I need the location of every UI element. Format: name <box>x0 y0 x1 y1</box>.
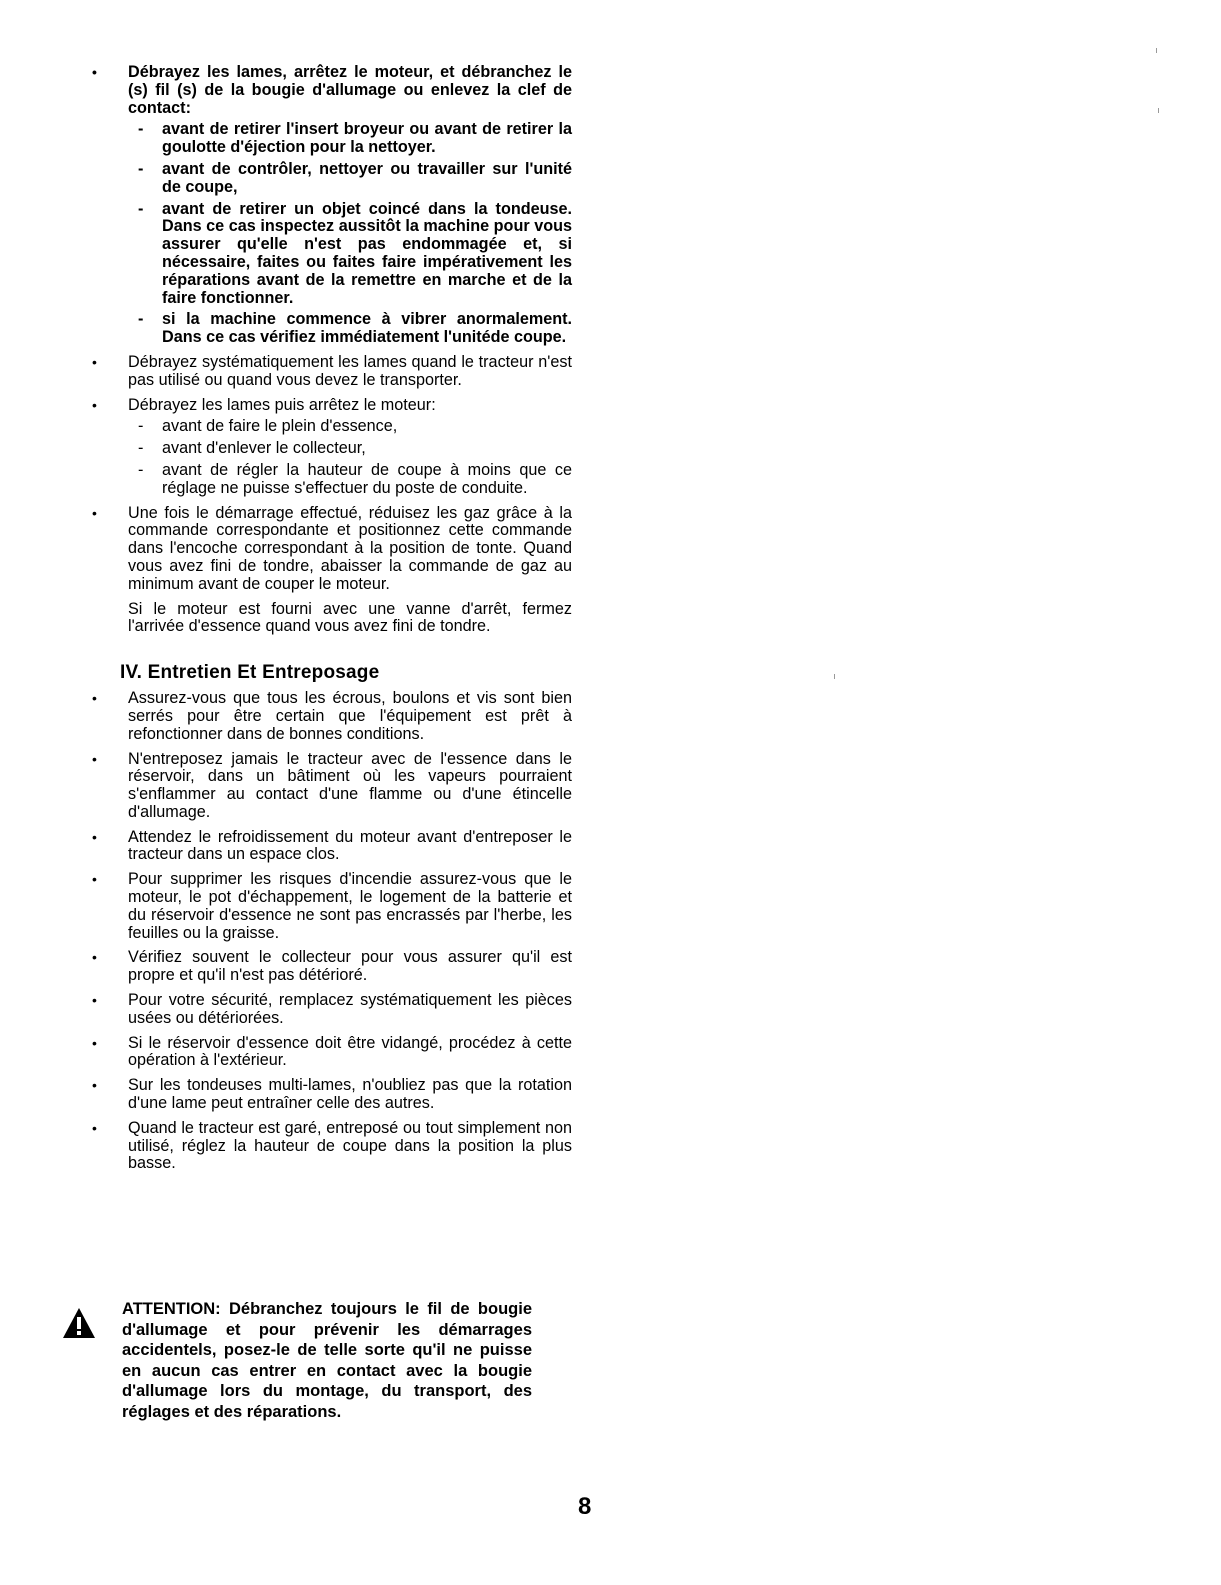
bullet-item: • Pour votre sécurité, remplacez systématiquement les pièces usées ou détériorées. <box>86 992 572 1028</box>
bullet-item: • Quand le tracteur est garé, entreposé ou tout simplement non utilisé, réglez la hauteur de coupe dans la position la plus basse. <box>86 1120 572 1173</box>
sub-item: - avant d'enlever le collecteur, <box>128 440 572 458</box>
bullet-text: • Débrayez systématiquement les lames quand le tracteur n'est pas utilisé ou quand vous devez le transporter. <box>128 352 572 389</box>
text-column <box>86 64 572 1180</box>
scan-speck <box>1156 48 1157 53</box>
bullet-item <box>86 354 572 390</box>
bullet-item <box>86 397 572 498</box>
bullet-item: • N'entreposez jamais le tracteur avec de l'essence dans le réservoir, dans un bâtiment où les vapeurs pourraient s'enflammer au contact d'une flamme ou d'une étincelle d'allumage. <box>86 751 572 822</box>
maintenance-bullets <box>86 690 572 1173</box>
sub-list <box>128 121 572 347</box>
bullet-item <box>86 64 572 347</box>
sub-item: - avant de faire le plein d'essence, <box>128 418 572 436</box>
scan-speck <box>1158 108 1159 113</box>
bullet-text: • Débrayez les lames, arrêtez le moteur, et débranchez le (s) fil (s) de la bougie d'allumage ou enlevez la clef de contact: <box>128 63 572 117</box>
sub-item: - avant de retirer l'insert broyeur ou avant de retirer la goulotte d'éjection pour la nettoyer. <box>128 121 572 157</box>
page-number: 8 <box>578 1493 592 1520</box>
bullet-item: • Assurez-vous que tous les écrous, boulons et vis sont bien serrés pour être certain que l'équipement est prêt à refonctionner dans de bonnes conditions. <box>86 690 572 743</box>
sub-item: - avant de régler la hauteur de coupe à moins que ce réglage ne puisse s'effectuer du poste de conduite. <box>128 462 572 498</box>
fuel-valve-paragraph: Si le moteur est fourni avec une vanne d'arrêt, fermez l'arrivée d'essence quand vous avez fini de tondre. <box>128 599 572 636</box>
bullet-item: • Attendez le refroidissement du moteur avant d'entreposer le tracteur dans un espace clos. <box>86 829 572 865</box>
bullet-item: • Pour supprimer les risques d'incendie assurez-vous que le moteur, le pot d'échappement, le logement de la batterie et du réservoir d'essence ne sont pas encrassés par l'herbe, les feuilles ou la graisse. <box>86 871 572 942</box>
sub-item: - si la machine commence à vibrer anormalement. Dans ce cas vérifiez immédiatement l'unitéde coupe. <box>128 311 572 347</box>
sub-item: - avant de contrôler, nettoyer ou travailler sur l'unité de coupe, <box>128 161 572 197</box>
bullet-item: • Vérifiez souvent le collecteur pour vous assurer qu'il est propre et qu'il n'est pas détérioré. <box>86 949 572 985</box>
section-heading: IV. Entretien Et Entreposage <box>120 662 380 684</box>
bullet-item <box>86 505 572 594</box>
bullet-item: • Sur les tondeuses multi-lames, n'oubliez pas que la rotation d'une lame peut entraîner celle des autres. <box>86 1077 572 1113</box>
warning-triangle-icon <box>62 1307 96 1339</box>
bullet-text: • Une fois le démarrage effectué, réduisez les gaz grâce à la commande correspondante et positionnez cette commande dans l'encoche correspondant à la position de tonte. Quand vous avez fini de tondre, abaisser la commande de gaz au minimum avant de couper le moteur. <box>128 503 572 593</box>
bullet-text: • Débrayez les lames puis arrêtez le moteur: <box>128 395 436 414</box>
sub-list <box>128 418 572 497</box>
sub-item: - avant de retirer un objet coincé dans la tondeuse. Dans ce cas inspectez aussitôt la machine pour vous assurer qu'elle n'est pas endommagée et, si nécessaire, faites ou faites faire impérativement les réparations avant de la remettre en marche et de la faire fonctionner. <box>128 201 572 308</box>
safety-bullets <box>86 64 572 594</box>
bullet-item: • Si le réservoir d'essence doit être vidangé, procédez à cette opération à l'extérieur. <box>86 1035 572 1071</box>
scan-speck <box>834 674 835 679</box>
warning-text: ATTENTION: Débranchez toujours le fil de bougie d'allumage et pour prévenir les démarrages accidentels, posez-le de telle sorte qu'il ne puisse en aucun cas entrer en contact avec la bougie d'allumage lors du montage, du transport, des réglages et des réparations. <box>122 1300 532 1421</box>
